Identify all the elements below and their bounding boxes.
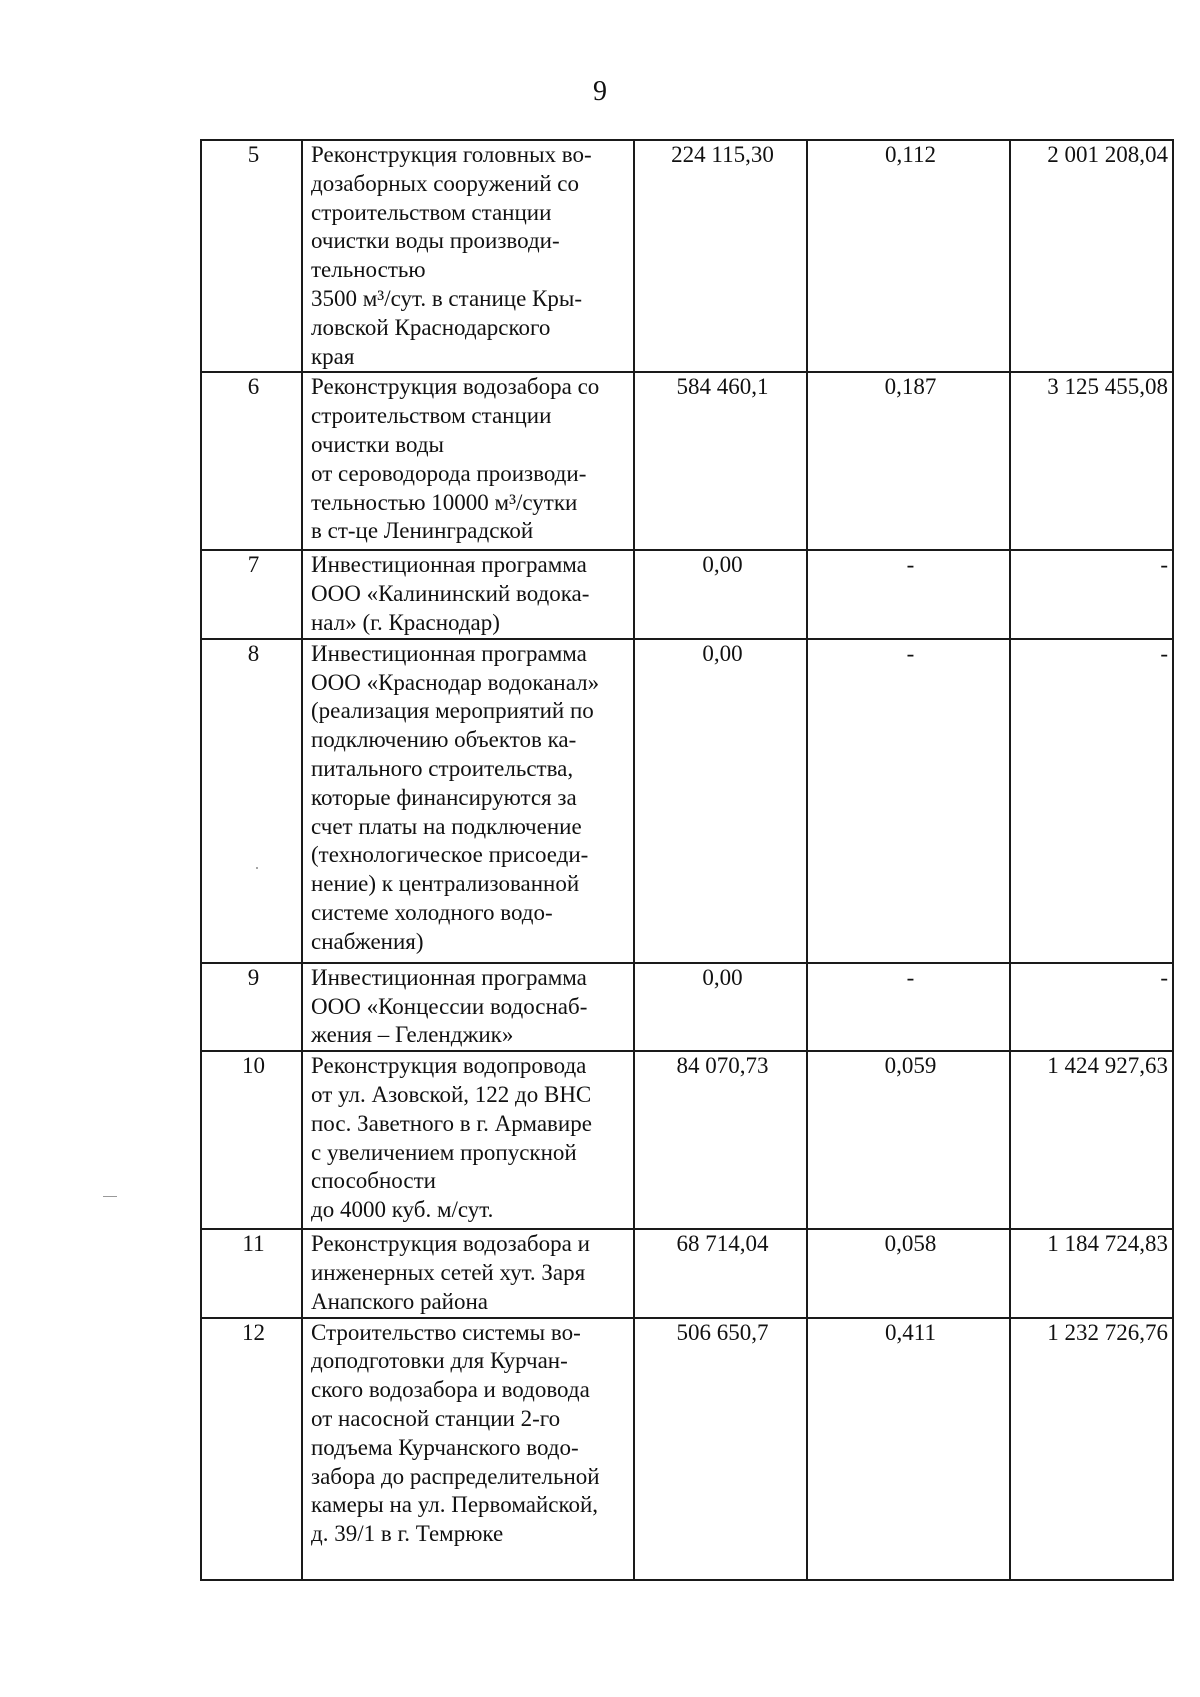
project-name-line: жения – Геленджик» bbox=[311, 1022, 514, 1048]
project-name-line: способности bbox=[311, 1168, 436, 1194]
project-name-line: ООО «Калининский водока- bbox=[311, 581, 590, 607]
project-name-line: доподготовки для Курчан- bbox=[311, 1348, 568, 1374]
cost-cell: 0,00 bbox=[634, 963, 807, 1051]
table-row bbox=[201, 550, 1173, 638]
table-row bbox=[201, 1318, 1173, 1580]
project-name-line: от ул. Азовской, 122 до ВНС bbox=[311, 1081, 592, 1107]
cost-cell: 0,00 bbox=[634, 639, 807, 963]
project-name-cell bbox=[302, 1229, 634, 1317]
row-number-cell: 6 bbox=[201, 372, 302, 550]
project-name-line: Реконструкция головных во- bbox=[311, 142, 592, 167]
project-name-line: (технологическое присоеди- bbox=[311, 842, 589, 868]
total-cell: - bbox=[1010, 639, 1173, 963]
project-name-cell bbox=[302, 963, 634, 1051]
project-name-cell bbox=[302, 1318, 634, 1580]
project-name-line: которые финансируются за bbox=[311, 784, 577, 810]
project-name-line: д. 39/1 в г. Темрюке bbox=[311, 1521, 504, 1547]
share-cell: - bbox=[807, 550, 1010, 638]
table-row bbox=[201, 140, 1173, 372]
scan-mark bbox=[103, 1196, 117, 1197]
row-number-cell: 8 bbox=[201, 639, 302, 963]
project-name-line: Инвестиционная программа bbox=[311, 964, 587, 990]
share-cell: 0,059 bbox=[807, 1051, 1010, 1229]
project-name-line: нал» (г. Краснодар) bbox=[311, 609, 500, 635]
project-name-line: 3500 м³/сут. в станице Кры- bbox=[311, 285, 583, 311]
project-name-line: Реконструкция водозабора и bbox=[311, 1231, 590, 1257]
share-cell: 0,112 bbox=[807, 140, 1010, 372]
project-name-line: Инвестиционная программа bbox=[311, 552, 587, 578]
row-number-cell: 7 bbox=[201, 550, 302, 638]
total-cell: 1 232 726,76 bbox=[1010, 1318, 1173, 1580]
project-name-line: счет платы на подключение bbox=[311, 813, 582, 839]
project-name-cell bbox=[302, 372, 634, 550]
project-name-line: ООО «Краснодар водоканал» bbox=[311, 669, 600, 695]
project-name-cell bbox=[302, 550, 634, 638]
project-name-line: Инвестиционная программа bbox=[311, 640, 587, 666]
row-number-cell: 12 bbox=[201, 1318, 302, 1580]
project-name-line: до 4000 куб. м/сут. bbox=[311, 1197, 494, 1223]
row-number-cell: 10 bbox=[201, 1051, 302, 1229]
project-name-line: тельностью bbox=[311, 257, 426, 283]
row-number-cell: 9 bbox=[201, 963, 302, 1051]
project-name-line: в ст-це Ленинградской bbox=[311, 518, 534, 544]
project-name-line: дозаборных сооружений со bbox=[311, 170, 579, 196]
project-name-line: ского водозабора и водовода bbox=[311, 1377, 590, 1403]
project-name-line: ООО «Концессии водоснаб- bbox=[311, 993, 588, 1019]
total-cell: 2 001 208,04 bbox=[1010, 140, 1173, 372]
project-name-cell bbox=[302, 140, 634, 372]
project-name-line: от насосной станции 2-го bbox=[311, 1405, 561, 1431]
cost-cell: 584 460,1 bbox=[634, 372, 807, 550]
table-row bbox=[201, 639, 1173, 963]
share-cell: 0,058 bbox=[807, 1229, 1010, 1317]
share-cell: - bbox=[807, 639, 1010, 963]
project-name-line: ловской Краснодарского bbox=[311, 314, 551, 340]
total-cell: 3 125 455,08 bbox=[1010, 372, 1173, 550]
project-name-line: Реконструкция водозабора со bbox=[311, 374, 600, 400]
project-name-line: забора до распределительной bbox=[311, 1463, 600, 1489]
project-name-line: очистки воды производи- bbox=[311, 228, 560, 254]
project-name-line: Анапского района bbox=[311, 1288, 488, 1314]
project-name-line: инженерных сетей хут. Заря bbox=[311, 1259, 586, 1285]
project-name-cell bbox=[302, 1051, 634, 1229]
project-name-line: очистки воды bbox=[311, 431, 444, 457]
project-name-cell bbox=[302, 639, 634, 963]
project-name-line: строительством станции bbox=[311, 403, 552, 429]
row-number-cell: 5 bbox=[201, 140, 302, 372]
total-cell: 1 424 927,63 bbox=[1010, 1051, 1173, 1229]
total-cell: - bbox=[1010, 963, 1173, 1051]
table-body bbox=[201, 140, 1173, 1580]
project-name-line: от сероводорода производи- bbox=[311, 460, 587, 486]
page-number: 9 bbox=[593, 76, 607, 107]
share-cell: 0,411 bbox=[807, 1318, 1010, 1580]
project-name-line: нение) к централизованной bbox=[311, 871, 580, 897]
project-name-line: тельностью 10000 м³/сутки bbox=[311, 489, 578, 515]
table-row bbox=[201, 1229, 1173, 1317]
table-row bbox=[201, 372, 1173, 550]
project-name-line: строительством станции bbox=[311, 199, 552, 225]
project-name-line: Строительство системы во- bbox=[311, 1319, 581, 1345]
project-name-line: Реконструкция водопровода bbox=[311, 1053, 587, 1079]
project-name-line: подъема Курчанского водо- bbox=[311, 1434, 579, 1460]
cost-cell: 224 115,30 bbox=[634, 140, 807, 372]
total-cell: - bbox=[1010, 550, 1173, 638]
row-number-cell: 11 bbox=[201, 1229, 302, 1317]
project-name-line: питального строительства, bbox=[311, 755, 574, 781]
table-row bbox=[201, 963, 1173, 1051]
total-cell: 1 184 724,83 bbox=[1010, 1229, 1173, 1317]
project-name-line: (реализация мероприятий по bbox=[311, 698, 594, 724]
cost-cell: 0,00 bbox=[634, 550, 807, 638]
share-cell: - bbox=[807, 963, 1010, 1051]
project-name-line: подключению объектов ка- bbox=[311, 727, 577, 753]
project-name-line: снабжения) bbox=[311, 928, 424, 954]
share-cell: 0,187 bbox=[807, 372, 1010, 550]
table-row bbox=[201, 1051, 1173, 1229]
scan-speck bbox=[256, 867, 258, 869]
project-name-line: края bbox=[311, 343, 355, 369]
project-name-line: системе холодного водо- bbox=[311, 899, 553, 925]
cost-cell: 84 070,73 bbox=[634, 1051, 807, 1229]
investment-table bbox=[200, 139, 1174, 1581]
project-name-line: с увеличением пропускной bbox=[311, 1139, 577, 1165]
project-name-line: камеры на ул. Первомайской, bbox=[311, 1492, 599, 1518]
cost-cell: 68 714,04 bbox=[634, 1229, 807, 1317]
project-name-line: пос. Заветного в г. Армавире bbox=[311, 1110, 592, 1136]
cost-cell: 506 650,7 bbox=[634, 1318, 807, 1580]
